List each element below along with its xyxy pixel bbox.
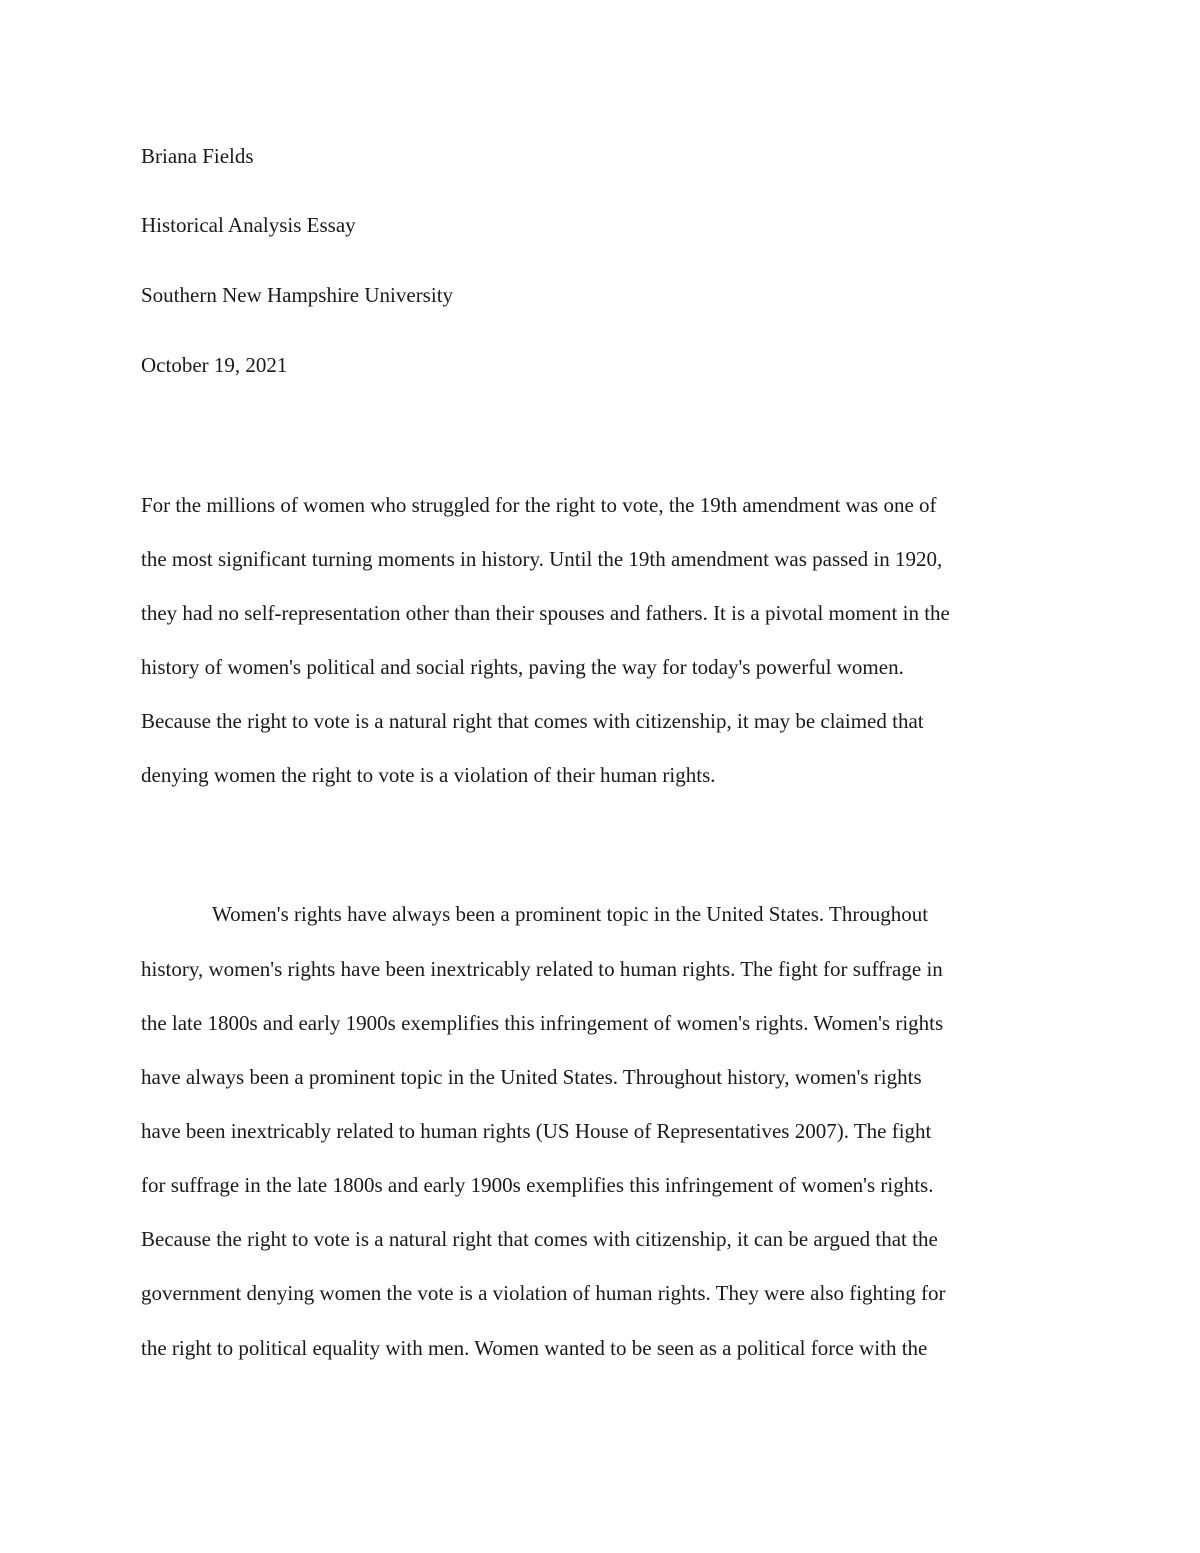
paragraph-line: have always been a prominent topic in the United States. Throughout history, women's rights xyxy=(141,1065,922,1089)
essay-date: October 19, 2021 xyxy=(141,353,288,377)
paragraph-line: the most significant turning moments in history. Until the 19th amendment was passed in 1920, xyxy=(141,547,943,571)
paragraph-line: Women's rights have always been a prominent topic in the United States. Throughout xyxy=(212,902,929,926)
author-name: Briana Fields xyxy=(141,144,254,168)
paragraph-line: Because the right to vote is a natural right that comes with citizenship, it can be argued that the xyxy=(141,1227,938,1251)
paragraph-line: the late 1800s and early 1900s exemplifies this infringement of women's rights. Women's rights xyxy=(141,1011,944,1035)
paragraph-line: history, women's rights have been inextricably related to human rights. The fight for suffrage in xyxy=(141,957,943,981)
paragraph-line: denying women the right to vote is a violation of their human rights. xyxy=(141,763,716,787)
assignment-title: Historical Analysis Essay xyxy=(141,213,356,237)
paragraph-line: have been inextricably related to human rights (US House of Representatives 2007). The fight xyxy=(141,1119,932,1143)
paragraph-line: they had no self-representation other than their spouses and fathers. It is a pivotal moment in the xyxy=(141,601,950,625)
paragraph-line: for suffrage in the late 1800s and early 1900s exemplifies this infringement of women's rights. xyxy=(141,1173,934,1197)
paragraph-line: the right to political equality with men. Women wanted to be seen as a political force with the xyxy=(141,1336,928,1360)
paragraph-line: government denying women the vote is a violation of human rights. They were also fighting for xyxy=(141,1281,946,1305)
paragraph-line: history of women's political and social rights, paving the way for today's powerful women. xyxy=(141,655,904,679)
institution-name: Southern New Hampshire University xyxy=(141,283,454,307)
paragraph-line: For the millions of women who struggled for the right to vote, the 19th amendment was one of xyxy=(141,493,937,517)
paragraph-line: Because the right to vote is a natural right that comes with citizenship, it may be claimed that xyxy=(141,709,924,733)
